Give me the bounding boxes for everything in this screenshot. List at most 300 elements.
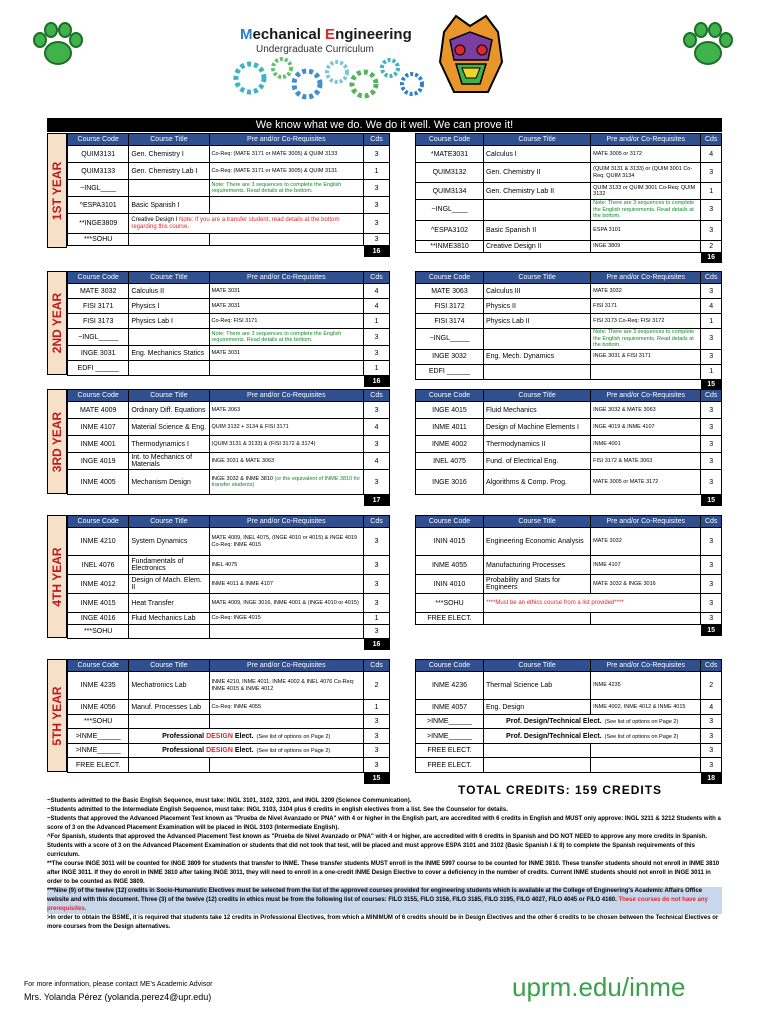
column-header-title: Course Title [484, 390, 591, 402]
semester-total: 18 [701, 773, 722, 784]
course-prerequisites [591, 364, 701, 379]
course-credits: 3 [364, 575, 390, 594]
prerequisite-text: MATE 3005 or MATE 3172 [593, 478, 659, 485]
year-section [47, 133, 722, 262]
course-row [416, 146, 722, 163]
course-prerequisites [209, 453, 364, 470]
course-credits: 1 [701, 314, 722, 329]
course-prerequisites [591, 436, 701, 453]
course-title: Probability and Stats for Engineers [484, 575, 591, 594]
prerequisite-text: INME 4011 & INME 4107 [211, 580, 273, 587]
course-prerequisites [209, 575, 364, 594]
course-title [484, 329, 591, 350]
course-code: FREE ELECT. [416, 613, 484, 625]
course-code: ~INGL____ [68, 180, 129, 197]
semester-total-row [68, 376, 390, 387]
note-advanced-english: ~Students that approved the Advanced Placement Test known as "Prueba de Nivel Avanzado or PNA" with 4 or higher in the English part, are accredited with 6 credits in English and MUST only approve: INGL 3211 & 3212 Students with a score of 3 on the Advanced Placement Examination will be placed in INGL 3103 (Intermediate English). [47, 816, 721, 831]
course-credits: 3 [701, 329, 722, 350]
course-prerequisites [591, 744, 701, 758]
semester-total: 17 [364, 495, 390, 506]
column-header-code: Course Code [416, 660, 484, 672]
column-header-pre: Pre and/or Co-Requisites [591, 134, 701, 146]
course-title: Mechanism Design [129, 470, 209, 495]
course-title: Thermodynamics II [484, 436, 591, 453]
design-label: DESIGN [206, 747, 233, 754]
course-title: Fund. of Electrical Eng. [484, 453, 591, 470]
course-row [68, 672, 390, 700]
course-code: INEL 4075 [416, 453, 484, 470]
course-prerequisites [591, 556, 701, 575]
column-header-cds: Cds [701, 516, 722, 528]
course-title: Fluid Mechanics Lab [129, 613, 209, 625]
table-header-row [416, 516, 722, 528]
course-credits: 3 [701, 744, 722, 758]
column-header-code: Course Code [68, 516, 129, 528]
course-title [484, 364, 591, 379]
course-credits: 4 [701, 700, 722, 715]
course-credits: 1 [701, 183, 722, 200]
prerequisite-text: MATE 3031 [211, 287, 241, 294]
course-code: INME 4236 [416, 672, 484, 700]
column-header-code: Course Code [416, 272, 484, 284]
course-code: ***SOHU [68, 715, 129, 729]
course-row [416, 594, 722, 613]
prerequisite-text: Co-Req: INME 4055 [211, 703, 262, 710]
course-row [416, 470, 722, 495]
column-header-title: Course Title [129, 516, 209, 528]
course-code: QUIM3132 [416, 163, 484, 183]
course-title: Eng. Mechanics Statics [129, 346, 209, 361]
course-code: INGE 3016 [416, 470, 484, 495]
course-row [68, 556, 390, 575]
course-credits: 3 [364, 556, 390, 575]
column-header-cds: Cds [701, 272, 722, 284]
year-label-text: 5TH YEAR [50, 685, 64, 746]
column-header-pre: Pre and/or Co-Requisites [209, 272, 364, 284]
course-code: >INME______ [68, 729, 129, 744]
prerequisite-text: Co-Req: (MATE 3171 or MATE 3005) & QUIM 3133 [211, 150, 338, 157]
semester-total-row [416, 625, 722, 636]
column-header-cds: Cds [364, 390, 390, 402]
course-code: INGE 4016 [68, 613, 129, 625]
course-code: QUIM3133 [68, 163, 129, 180]
course-prerequisites [209, 402, 364, 419]
column-header-cds: Cds [364, 272, 390, 284]
course-title [484, 594, 701, 613]
course-title [484, 715, 701, 729]
course-code: INME 4011 [416, 419, 484, 436]
course-credits: 3 [364, 234, 390, 246]
column-header-code: Course Code [68, 390, 129, 402]
course-prerequisites [591, 700, 701, 715]
course-code: ^ESPA3102 [416, 220, 484, 240]
course-code: INME 4210 [68, 528, 129, 556]
course-credits: 3 [364, 402, 390, 419]
column-header-cds: Cds [701, 390, 722, 402]
course-title: Basic Spanish II [484, 220, 591, 240]
column-header-title: Course Title [129, 134, 209, 146]
course-credits: 3 [364, 180, 390, 197]
column-header-cds: Cds [364, 134, 390, 146]
course-row [416, 729, 722, 744]
course-code: INME 4057 [416, 700, 484, 715]
table-header-row [416, 390, 722, 402]
course-prerequisites [591, 314, 701, 329]
course-credits: 4 [364, 299, 390, 314]
prerequisite-text: INME 4001 [593, 440, 621, 447]
see-options-note: (See list of options on Page 2) [256, 733, 331, 740]
course-credits: 3 [364, 715, 390, 729]
course-row [416, 364, 722, 379]
course-credits: 3 [701, 715, 722, 729]
course-prerequisites [209, 146, 364, 163]
elective-label: Prof. Design/Technical Elect. [506, 718, 602, 725]
semester-total-row [68, 773, 390, 784]
gears-graphic [232, 54, 432, 104]
course-title [484, 729, 701, 744]
course-title: Physics Lab I [129, 314, 209, 329]
see-options-note: (See list of options on Page 2) [256, 748, 331, 754]
course-credits: 3 [701, 528, 722, 556]
course-title [129, 234, 209, 246]
course-code: **INGE3809 [68, 214, 129, 234]
advisor-name: Mrs. Yolanda Pérez (yolanda.perez4@upr.edu) [24, 992, 212, 1002]
course-row [416, 613, 722, 625]
course-prerequisites [591, 183, 701, 200]
course-credits: 1 [364, 163, 390, 180]
column-header-title: Course Title [129, 660, 209, 672]
course-credits: 3 [701, 436, 722, 453]
course-row [68, 329, 390, 346]
semester-total-row [68, 639, 390, 650]
course-title: Manuf. Processes Lab [129, 700, 209, 715]
website-url[interactable]: uprm.edu/inme [512, 972, 686, 1002]
column-header-cds: Cds [364, 516, 390, 528]
semester-total: 15 [364, 773, 390, 784]
course-prerequisites [209, 361, 364, 376]
course-credits: 2 [364, 672, 390, 700]
table-header-row [68, 390, 390, 402]
course-row [416, 299, 722, 314]
course-row [416, 349, 722, 364]
course-prerequisites [209, 314, 364, 329]
course-code: INGE 3031 [68, 346, 129, 361]
course-prerequisites [209, 436, 364, 453]
course-code: INME 4001 [68, 436, 129, 453]
table-header-row [416, 660, 722, 672]
course-title: Design of Machine Elements I [484, 419, 591, 436]
column-header-code: Course Code [68, 272, 129, 284]
prerequisite-text: FISI 3171 [593, 302, 617, 309]
course-credits: 3 [701, 453, 722, 470]
course-prerequisites [209, 346, 364, 361]
course-code: ININ 4010 [416, 575, 484, 594]
course-row [416, 556, 722, 575]
course-table-right [415, 659, 722, 784]
course-title [129, 729, 364, 744]
course-table-right [415, 271, 722, 390]
course-title: System Dynamics [129, 528, 209, 556]
course-credits: 3 [364, 744, 390, 758]
course-title: Material Science & Eng. [129, 419, 209, 436]
course-credits: 4 [701, 299, 722, 314]
prerequisite-text: Co-Req: INGE 4015 [211, 615, 261, 622]
course-title: Int. to Mechanics of Materials [129, 453, 209, 470]
year-section [47, 389, 722, 505]
course-title [484, 744, 591, 758]
course-row [68, 758, 390, 773]
course-row [416, 672, 722, 700]
column-header-cds: Cds [364, 660, 390, 672]
course-prerequisites [209, 180, 364, 197]
semester-total-row [416, 773, 722, 784]
transfer-note: Note: If you are a transfer student, read details at the bottom regarding this course. [131, 216, 340, 230]
course-code: ***SOHU [68, 625, 129, 639]
course-row [68, 146, 390, 163]
prerequisite-text: QUIM 3133 or QUIM 3001 Co-Req: QUIM 3132 [593, 184, 696, 197]
course-code: INME 4005 [68, 470, 129, 495]
prerequisite-text: INGE 4019 & INME 4107 [593, 423, 655, 430]
course-code: EDFI ______ [416, 364, 484, 379]
course-title: Algorithms & Comp. Prog. [484, 470, 591, 495]
course-row [416, 284, 722, 299]
year-label [47, 515, 67, 638]
course-credits: 1 [364, 613, 390, 625]
course-row [416, 240, 722, 252]
course-code: ~INGL_____ [68, 329, 129, 346]
column-header-cds: Cds [701, 660, 722, 672]
course-code: INME 4015 [68, 594, 129, 613]
course-prerequisites [209, 234, 364, 246]
prerequisite-text: MATE 3031 [211, 349, 241, 356]
year-label [47, 271, 67, 375]
course-prerequisites [591, 240, 701, 252]
course-title: Physics I [129, 299, 209, 314]
elect-label: Elect. [232, 732, 254, 740]
course-row [68, 284, 390, 299]
course-row [68, 436, 390, 453]
page-title: Mechanical Engineering [240, 26, 412, 43]
course-row [416, 183, 722, 200]
course-credits: 3 [364, 436, 390, 453]
course-row [68, 180, 390, 197]
course-title: Gen. Chemistry I [129, 146, 209, 163]
course-prerequisites [209, 419, 364, 436]
course-credits: 1 [364, 700, 390, 715]
course-prerequisites [209, 329, 364, 346]
course-prerequisites [209, 556, 364, 575]
course-prerequisites [209, 284, 364, 299]
course-code: ***SOHU [68, 234, 129, 246]
course-prerequisites [209, 197, 364, 214]
course-prerequisites [209, 700, 364, 715]
prerequisite-text: FISI 3173 Co-Req: FISI 3172 [593, 317, 665, 324]
course-code: MATE 3032 [68, 284, 129, 299]
course-code: **INME3810 [416, 240, 484, 252]
course-title: Thermodynamics I [129, 436, 209, 453]
column-header-pre: Pre and/or Co-Requisites [209, 390, 364, 402]
course-row [416, 419, 722, 436]
column-header-code: Course Code [68, 134, 129, 146]
semester-total: 15 [701, 625, 722, 636]
course-credits: 3 [701, 556, 722, 575]
course-row [416, 314, 722, 329]
prerequisite-text: ESPA 3101 [593, 226, 621, 233]
course-title: Design of Mach. Elem. II [129, 575, 209, 594]
course-code: QUIM3131 [68, 146, 129, 163]
course-credits: 3 [701, 470, 722, 495]
course-row [68, 625, 390, 639]
course-row [68, 744, 390, 758]
course-row [416, 453, 722, 470]
note-professional-electives: >In order to obtain the BSME, it is required that students take 12 credits in Professional Electives, from which a MINIMUM of 6 credits should be in Design Electives and the other 6 credits to be chosen between the Technical Electives or more courses from the Design alternatives. [47, 915, 719, 930]
course-prerequisites [209, 528, 364, 556]
course-title: Physics Lab II [484, 314, 591, 329]
course-title [129, 180, 209, 197]
prerequisite-note: (or the equivalent of INME 3810 for transfer students) [211, 475, 361, 488]
course-title: Engineering Economic Analysis [484, 528, 591, 556]
course-table-left [67, 133, 390, 257]
column-header-title: Course Title [484, 660, 591, 672]
course-credits: 3 [701, 284, 722, 299]
course-title [129, 625, 209, 639]
course-prerequisites [209, 299, 364, 314]
year-label [47, 389, 67, 494]
course-code: ~INGL____ [416, 200, 484, 221]
course-credits: 3 [701, 729, 722, 744]
course-row [68, 214, 390, 234]
course-row [68, 361, 390, 376]
course-table-left [67, 271, 390, 387]
prerequisite-text: INME 4210, INME 4011, INME 4002 & INEL 4076 Co-Req: INME 4015 & INME 4012 [211, 679, 355, 692]
page-subtitle: Undergraduate Curriculum [256, 44, 374, 55]
column-header-title: Course Title [484, 272, 591, 284]
course-code: ININ 4015 [416, 528, 484, 556]
course-credits: 1 [364, 314, 390, 329]
course-prerequisites [591, 672, 701, 700]
column-header-title: Course Title [129, 272, 209, 284]
course-code: ~INGL_____ [416, 329, 484, 350]
semester-total-row [416, 252, 722, 263]
prerequisite-text: MATE 3031 [211, 302, 241, 309]
contact-line: For more information, please contact ME's Academic Advisor [24, 981, 213, 988]
course-code: INEL 4076 [68, 556, 129, 575]
column-header-title: Course Title [484, 134, 591, 146]
course-credits: 4 [364, 284, 390, 299]
course-row [416, 436, 722, 453]
course-prerequisites [209, 470, 364, 495]
course-credits: 3 [364, 758, 390, 773]
prerequisite-text: INME 4235 [593, 682, 621, 689]
course-row [68, 314, 390, 329]
course-row [416, 528, 722, 556]
course-code: QUIM3134 [416, 183, 484, 200]
course-prerequisites [591, 575, 701, 594]
elective-label: Professional [162, 732, 207, 740]
prerequisite-text: INME 4107 [593, 561, 621, 568]
course-table-right [415, 133, 722, 263]
prerequisite-text: Note: There are 3 sequences to complete the English requirements. Read details at the bottom. [211, 181, 342, 194]
course-row [416, 575, 722, 594]
prerequisite-text: QUIM 3132 + 3134 & FISI 3171 [211, 423, 289, 430]
column-header-pre: Pre and/or Co-Requisites [591, 660, 701, 672]
course-credits: 3 [364, 346, 390, 361]
prerequisite-text: Note: There are 3 sequences to complete the English requirements. Read details at the bottom. [593, 200, 695, 219]
prerequisite-text: MATE 3032 [593, 538, 622, 545]
course-credits: 4 [364, 419, 390, 436]
see-options-note: (See list of options on Page 2) [604, 733, 679, 740]
course-title: Ordinary Diff. Equations [129, 402, 209, 419]
course-prerequisites [591, 402, 701, 419]
semester-total: 16 [364, 376, 390, 387]
course-prerequisites [209, 163, 364, 180]
course-credits: 3 [364, 594, 390, 613]
year-label-text: 4TH YEAR [50, 546, 64, 607]
course-title: Eng. Design [484, 700, 591, 715]
course-code: ***SOHU [416, 594, 484, 613]
contact-info [24, 979, 212, 1003]
course-table-left [67, 515, 390, 650]
course-credits: 3 [364, 625, 390, 639]
year-label-text: 3RD YEAR [50, 411, 64, 472]
course-title: Calculus III [484, 284, 591, 299]
semester-total: 16 [701, 252, 722, 263]
prerequisite-text: (QUIM 3131 & 3133) & (FISI 3172 & 3174) [211, 440, 316, 447]
column-header-title: Course Title [484, 516, 591, 528]
course-title: Heat Transfer [129, 594, 209, 613]
prerequisite-text: INGE 3809 [593, 242, 621, 249]
paw-print-icon [30, 22, 86, 68]
course-row [68, 470, 390, 495]
course-row [416, 163, 722, 183]
course-credits: 2 [701, 672, 722, 700]
course-row [68, 402, 390, 419]
course-row [416, 220, 722, 240]
course-row [68, 715, 390, 729]
course-prerequisites [209, 758, 364, 773]
course-title: Basic Spanish I [129, 197, 209, 214]
motto-bar: We know what we do. We do it well. We can prove it! [47, 118, 722, 132]
prerequisite-text: FISI 3172 & MATE 3063 [593, 457, 653, 464]
course-code: FISI 3174 [416, 314, 484, 329]
course-row [416, 715, 722, 729]
prerequisite-text: Co-Req: FISI 3171 [211, 317, 258, 324]
column-header-code: Course Code [416, 134, 484, 146]
course-code: INGE 4015 [416, 402, 484, 419]
course-credits: 3 [364, 146, 390, 163]
course-credits: 3 [364, 729, 390, 744]
course-title [129, 758, 209, 773]
course-prerequisites [591, 200, 701, 221]
course-row [416, 402, 722, 419]
course-code: FREE ELECT. [416, 744, 484, 758]
year-label [47, 659, 67, 772]
course-title: Mechatronics Lab [129, 672, 209, 700]
course-title: Eng. Mech. Dynamics [484, 349, 591, 364]
course-credits: 3 [364, 197, 390, 214]
table-header-row [68, 272, 390, 284]
course-row [416, 200, 722, 221]
course-title: Calculus I [484, 146, 591, 163]
course-code: MATE 4009 [68, 402, 129, 419]
course-credits: 3 [364, 528, 390, 556]
paw-print-icon [680, 22, 736, 68]
prerequisite-text: INGE 3031 & FISI 3171 [593, 353, 651, 360]
course-prerequisites [591, 299, 701, 314]
column-header-pre: Pre and/or Co-Requisites [591, 390, 701, 402]
prerequisite-text: INGE 3032 & INME 3810 [211, 475, 273, 482]
prerequisite-text: MATE 4009, INGE 3016, INME 4001 & (INGE 4010 or 4015) [211, 599, 359, 606]
